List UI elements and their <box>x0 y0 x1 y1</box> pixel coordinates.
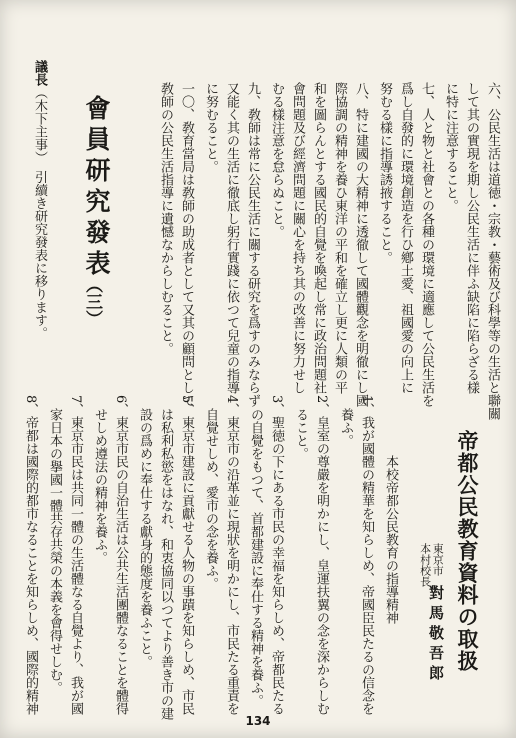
lower-column: 1、我が國體の精華を知らしめ、帝國臣民たるの信念を <box>359 395 374 716</box>
upper-column: 努むる樣に指導誘掖すること。 <box>377 82 392 264</box>
lower-column: 本校帝都公民教育の指導精神 <box>383 455 398 624</box>
lower-column: 自覺せしめ、愛市の念を養ふ。 <box>203 408 218 590</box>
author-name: 對馬敬吾郎 <box>427 585 445 685</box>
page-number: 134 <box>245 714 271 728</box>
lower-column: は私利私慾をはなれ、和衷協同以つてより善き市の建 <box>158 408 173 720</box>
section-heading: 會員研究發表 <box>82 95 111 281</box>
lower-column: 5、東京市建設に貢獻せる人物の事蹟を知らしめ、市民 <box>179 395 194 716</box>
upper-column: 際協調の精神を養ひ東洋の平和を確立し更に人類の平 <box>332 82 347 394</box>
upper-column: 又能く其の生活に徹底し躬行實踐に依つて兒童の指導 <box>224 82 239 394</box>
chair-name: （木下主事） <box>32 86 47 158</box>
upper-column: 七、人と物と社會との各種の環境に適應して公民生活を <box>419 82 434 407</box>
upper-column: に努むること。 <box>203 82 218 173</box>
upper-column: 九、敎師は常に公民生活に關する研究を爲すのみならず <box>245 82 260 407</box>
lower-column: 2、皇室の尊嚴を明かにし、皇運扶翼の念を深からしむ <box>314 395 329 716</box>
upper-column: 爲し自發的に環境創造を行ひ鄕土愛、祖國愛の向上に <box>398 82 413 394</box>
lower-column: 8、帝都は國際的都市なることを知らしめ、國際的精神 <box>23 395 38 716</box>
lower-column: 6、東京市民の自治生活は公共生活團體なることを體得 <box>113 395 128 716</box>
upper-column: 敎師の公民生活指導に遺憾なからしむること。 <box>158 82 173 355</box>
chair-text: 引續き研究發表に移ります。 <box>32 170 47 340</box>
lower-column: 家日本の擧國一體共存共榮の本義を會得せしむ。 <box>47 408 62 694</box>
lower-column: 養ふ。 <box>338 408 353 447</box>
upper-column: 八、特に建國の大精神に透徹して國體觀念を明徹にし國 <box>353 82 368 407</box>
lower-column: の自覺をもつて、首都建設に奉仕する精神を養ふ。 <box>248 408 263 707</box>
upper-column: 和を圖らんとする國民的自覺を喚起し常に政治問題社 <box>311 82 326 394</box>
lower-column: ること。 <box>293 408 308 460</box>
chair-remark <box>30 60 49 340</box>
author-position: 本村校長 <box>418 543 432 587</box>
lower-column: せしめ遵法の精神を養ふ。 <box>92 408 107 564</box>
upper-column: に特に注意すること。 <box>443 82 458 212</box>
lower-column: 4、東京市の沿革並に現狀を明かにし、市民たる重責を <box>224 395 239 716</box>
lower-column: 設の爲めに奉仕する獻身的態度を養ふこと。 <box>137 408 152 668</box>
lower-column: 3、聖徳の下にある市民の幸福を知らしめ、帝都民たる <box>269 395 284 716</box>
upper-column: むる樣注意を怠らぬこと。 <box>269 82 284 238</box>
author-affiliation <box>418 543 443 587</box>
article-title: 帝都公民教育資料の取扱 <box>455 430 480 672</box>
section-heading-number: （三） <box>82 276 102 327</box>
chair-label: 議長 <box>32 60 47 86</box>
upper-column: 會問題及び經濟問題に關心を持ち其の改善に努力せし <box>290 82 305 394</box>
lower-column: 7、東京市民は共同一體の生活體なる自覺より、我が國 <box>68 395 83 716</box>
author-city: 東京市 <box>431 543 445 576</box>
upper-column: 六、公民生活は道徳・宗教・藝術及び科學等の生活と聯關 <box>485 82 500 420</box>
upper-column: 一〇、敎育當局は敎師の助成者として又其の顧問として <box>179 82 194 407</box>
upper-column: して其の實現を期し公民生活に伴ふ缺陷に陷らざる樣 <box>464 82 479 394</box>
